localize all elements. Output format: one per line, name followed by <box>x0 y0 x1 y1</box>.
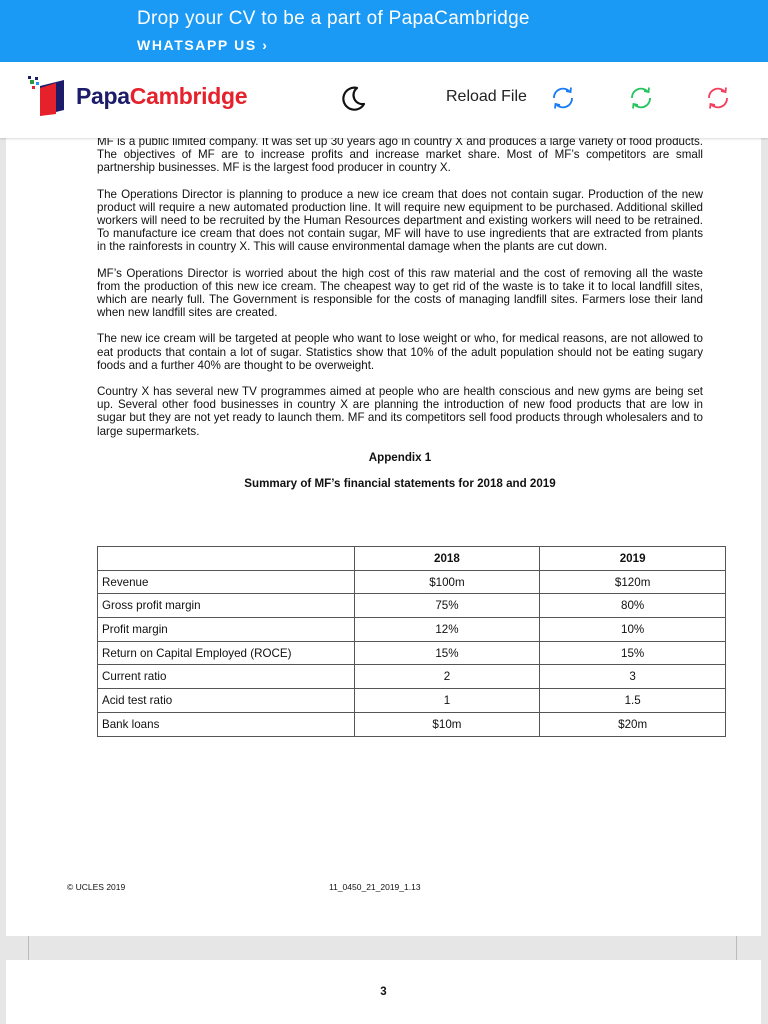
row-label: Acid test ratio <box>98 689 355 713</box>
row-label: Bank loans <box>98 712 355 736</box>
table-header-2018: 2018 <box>354 547 540 571</box>
reload-blue-icon[interactable] <box>549 84 577 112</box>
table-header-2019: 2019 <box>540 547 726 571</box>
value-2019: 15% <box>540 641 726 665</box>
value-2018: 12% <box>354 618 540 642</box>
value-2018: $100m <box>354 570 540 594</box>
table-title: Summary of MF’s financial statements for 2018 and 2019 <box>244 477 556 491</box>
footer-code: 11_0450_21_2019_1.13 <box>329 882 421 892</box>
reload-green-icon[interactable] <box>627 84 655 112</box>
row-label: Profit margin <box>98 618 355 642</box>
paragraph-3: MF’s Operations Director is worried about the high cost of this raw material and the cost of removing all the waste from the production of this new ice cream. The cheapest way to get rid of the waste is to take it to local landfill sites, which are nearly full. The Government is responsible for the costs of managing landfill sites. Farmers lose their land when new landfill sites are created. <box>97 266 703 320</box>
logo-text-cambridge: Cambridge <box>129 82 248 109</box>
document-body <box>97 138 703 507</box>
financial-summary-table <box>97 546 726 737</box>
value-2018: 1 <box>354 689 540 713</box>
logo-text <box>76 83 247 110</box>
table-row <box>98 689 726 713</box>
paragraph-2: The Operations Director is planning to produce a new ice cream that does not contain sugar. Production of the new product will require a new automated production line. It will require new equipment to be purchased. Additional skilled workers will need to be recruited by the Human Resources department and existing workers will need to be retrained. To manufacture ice cream that does not contain sugar, MF will have to use ingredients that are extracted from plants in the rainforests in country X. This will cause environmental damage when the plants are cut down. <box>97 187 703 254</box>
next-page <box>6 960 761 1024</box>
navbar <box>0 62 768 138</box>
value-2019: 1.5 <box>540 689 726 713</box>
logo-mark-icon <box>28 76 78 116</box>
table-row <box>98 594 726 618</box>
value-2019: $20m <box>540 712 726 736</box>
table-header-row <box>98 547 726 571</box>
appendix-title: Appendix 1 <box>368 450 432 464</box>
table-row <box>98 570 726 594</box>
table-row <box>98 665 726 689</box>
table-header-blank <box>98 547 355 571</box>
value-2019: 80% <box>540 594 726 618</box>
table-row <box>98 618 726 642</box>
value-2018: 75% <box>354 594 540 618</box>
page-gap <box>6 936 761 960</box>
footer-copyright: © UCLES 2019 <box>67 882 126 892</box>
whatsapp-link[interactable]: WHATSAPP US › <box>137 37 269 53</box>
value-2019: 3 <box>540 665 726 689</box>
value-2018: 2 <box>354 665 540 689</box>
papacambridge-logo[interactable] <box>28 76 247 116</box>
paragraph-1: MF is a public limited company. It was set up 30 years ago in country X and produces a large variety of food products. The objectives of MF are to increase profits and increase market share. Most of MF’s competitors are small partnership businesses. MF is the largest food producer in country X. <box>97 138 703 175</box>
value-2018: 15% <box>354 641 540 665</box>
reload-red-icon[interactable] <box>704 84 732 112</box>
row-label: Return on Capital Employed (ROCE) <box>98 641 355 665</box>
paragraph-4: The new ice cream will be targeted at people who want to lose weight or who, for medical reasons, are not allowed to eat products that contain a lot of sugar. Statistics show that 10% of the adult population should not be eating sugary foods and a further 40% are thought to be overweight. <box>97 332 703 372</box>
row-label: Revenue <box>98 570 355 594</box>
page-number: 3 <box>380 986 387 998</box>
value-2019: 10% <box>540 618 726 642</box>
table-row <box>98 712 726 736</box>
dark-mode-moon-icon[interactable] <box>338 84 368 114</box>
document-page <box>6 138 761 936</box>
promo-banner[interactable] <box>0 0 768 62</box>
reload-file-label[interactable]: Reload File <box>446 88 527 105</box>
paragraph-5: Country X has several new TV programmes aimed at people who are health conscious and new gyms are being set up. Several other food businesses in country X are planning the introduction of new food products that are low in sugar but they are not yet ready to launch them. MF and its competitors sell food products through wholesalers and to large supermarkets. <box>97 385 703 438</box>
banner-title: Drop your CV to be a part of PapaCambridge <box>137 8 530 29</box>
value-2018: $10m <box>354 712 540 736</box>
row-label: Gross profit margin <box>98 594 355 618</box>
value-2019: $120m <box>540 570 726 594</box>
table-row <box>98 641 726 665</box>
logo-text-papa: Papa <box>76 82 130 109</box>
row-label: Current ratio <box>98 665 355 689</box>
